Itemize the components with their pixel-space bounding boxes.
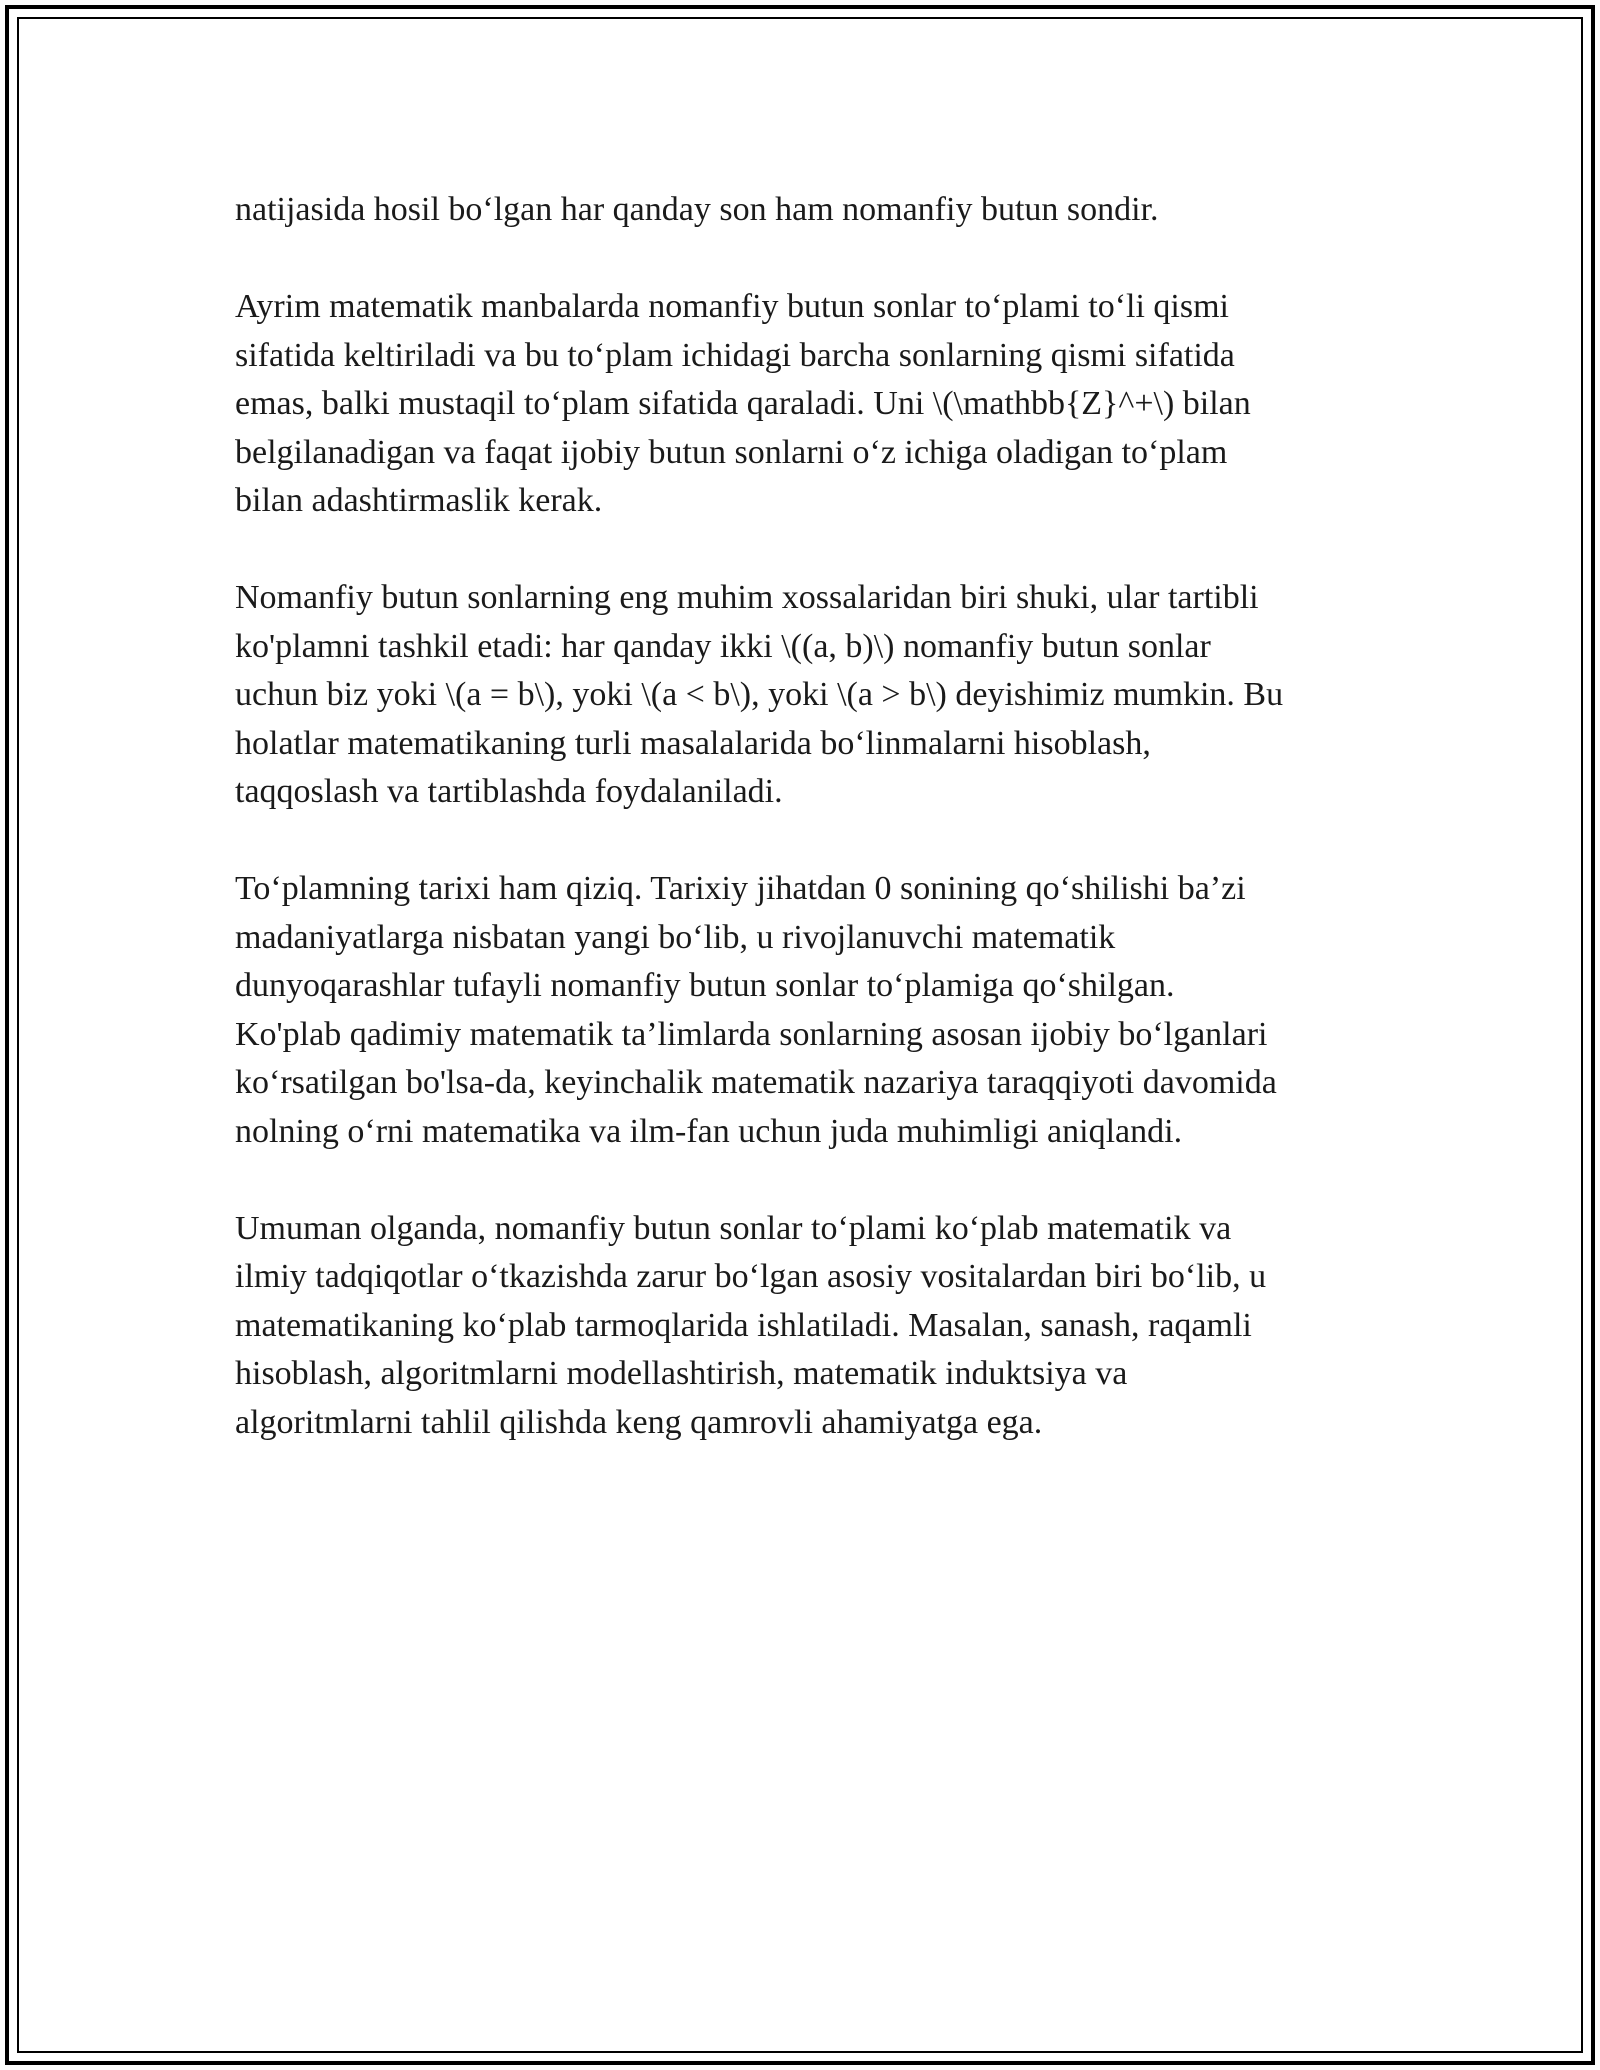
paragraph-3: Nomanfiy butun sonlarning eng muhim xossalaridan biri shuki, ular tartibli ko'plamni tashkil etadi: har qanday ikki \((a, b)\) nomanfiy butun sonlar uchun biz yoki \(a = b\), yoki \(a < b\), yoki \(a > b\) deyishimiz mumkin. Bu holatlar matematikaning turli masalalarida bo‘linmalarni hisoblash, taqqoslash va tartiblashda foydalaniladi. <box>235 579 1284 810</box>
document-body <box>235 186 1405 1496</box>
paragraph-2: Ayrim matematik manbalarda nomanfiy butun sonlar to‘plami to‘li qismi sifatida keltiriladi va bu to‘plam ichidagi barcha sonlarning qismi sifatida emas, balki mustaqil to‘plam sifatida qaraladi. Uni \(\mathbb{Z}^+\) bilan belgilanadigan va faqat ijobiy butun sonlarni o‘z ichiga oladigan to‘plam bilan adashtirmaslik kerak. <box>235 288 1251 519</box>
paragraph-5: Umuman olganda, nomanfiy butun sonlar to‘plami ko‘plab matematik va ilmiy tadqiqotlar o‘tkazishda zarur bo‘lgan asosiy vositalardan biri bo‘lib, u matematikaning ko‘plab tarmoqlarida ishlatiladi. Masalan, sanash, raqamli hisoblash, algoritmlarni modellashtirish, matematik induktsiya va algoritmlarni tahlil qilishda keng qamrovli ahamiyatga ega. <box>235 1209 1267 1441</box>
paragraph-1: natijasida hosil bo‘lgan har qanday son ham nomanfiy butun sondir. <box>235 191 1159 228</box>
paragraph-4: To‘plamning tarixi ham qiziq. Tarixiy jihatdan 0 sonining qo‘shilishi ba’zi madaniyatlarga nisbatan yangi bo‘lib, u rivojlanuvchi matematik dunyoqarashlar tufayli nomanfiy butun sonlar to‘plamiga qo‘shilgan. Ko'plab qadimiy matematik ta’limlarda sonlarning asosan ijobiy bo‘lganlari ko‘rsatilgan bo'lsa-da, keyinchalik matematik nazariya taraqqiyoti davomida nolning o‘rni matematika va ilm-fan uchun juda muhimligi aniqlandi. <box>235 870 1277 1150</box>
